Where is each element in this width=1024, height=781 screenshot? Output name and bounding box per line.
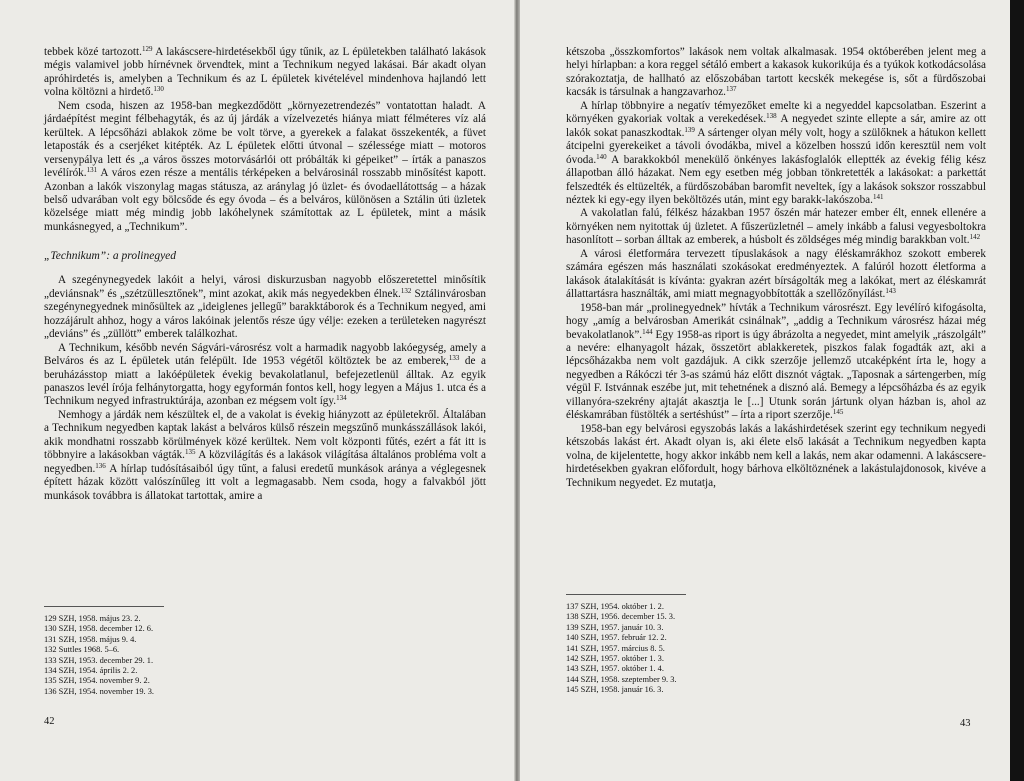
footnote-rule [566,594,686,595]
footnote: 143 SZH, 1957. október 1. 4. [566,664,664,674]
footnote: 133 SZH, 1953. december 29. 1. [44,655,154,665]
footnote: 135 SZH, 1954. november 9. 2. [44,676,150,686]
footnote: 131 SZH, 1958. május 9. 4. [44,634,137,644]
footnote: 138 SZH, 1956. december 15. 3. [566,612,676,622]
left-paragraph-2: Nem csoda, hiszen az 1958-ban megkezdődött „környezetrendezés” vontatottan haladt. A járdaépítést megint félbehagyták, és az új járdák a vízelvezetés hiánya miatt félméteres víz alá kerültek. A lépcsőházi ablakok zöme be volt törve, a gyerekek a falakat összekenték, a füvet letaposták és a cserjéket kitépték. Az L épületek előtti útvonal – szélessége miatt – motoros versenypálya lett és „a város összes motorvásárlói ott próbálták ki gépeiket” – írták a panaszos levélírók.$^{131}$ A város ezen része a mentális térképeken a belvárosinál rosszabb minősítést kapott. Azonban a lakók viszonylag magas státusza, az aránylag jó üzlet- és óvodaellátottság – a házak belső udvarában volt egy bölcsőde és egy óvoda – és a belváros, különösen a Sztálin úti üzletek közelsége miatt még mindig jobb lakóhelynek számítottak az L épületek, mint a másik munkásnegyed, a „Technikum”. [44,99,486,233]
page-number-right: 43 [960,718,971,729]
footnote: 140 SZH, 1957. február 12. 2. [566,633,667,643]
footnote: 137 SZH, 1954. október 1. 2. [566,602,664,611]
right-paragraph-5: 1958-ban már „prolinegyednek” hívták a Technikum városrészt. Egy levélíró kifogásolta, hogy „amíg a belvárosban Amerikát csinálnak”, „addig a Technikum városrész házai még bevakolatlanok”.$^{144}$ Egy 1958-as riport is úgy ábrázolta a negyedet, mint amelyik „rászolgált” a nevére: elhanyagolt házak, összetört ablakkeretek, piszkos falak fogadták azt, aki a lépcsőházakba nem volt gazdájuk. A cikk szerzője jellemző utcaképként írta le, hogy a negyedben a Rákóczi tér 3-as számú ház előtt disznót vágtak. „Taposnak a sártengerben, míg végül F. Istvánnak eszébe jut, mit tehetnének a disznó alá. Bemegy a lépcsőházba és az egyik villanyóra-szekrény ajtaját akasztja le [...] Utunk során jártunk olyan házban is, ahol az éléskamrában füstölték a sertéshúst” – írta a riport szerzője.$^{145}$ [566,301,986,422]
right-paragraph-1: kétszoba „összkomfortos” lakások nem voltak alkalmasak. 1954 októberében jelent meg a helyi hírlapban: a kora reggel sétáló embert a kakasok kukorikúja és a tyúkok kotkodácsolása szórakoztatja, de hallható az előszobában tartott kecskék mekegése is, sőt a fürdőszobai kacsák is társulnak a hangzavarhoz.$^{137}$ [566,46,986,99]
right-paragraph-6: 1958-ban egy belvárosi egyszobás lakás a lakáshirdetések szerint egy technikum negyedi kétszobás lakást ért. Akadt olyan is, aki élete első lakását a Technikum negyedben kapta volna, de kijelentette, hogy akkor inkább nem kell a lakás, nem akar odamenni. A lakáscsere-hirdetésekben gyakran előfordult, hogy bárhova elköltöznének a lakástulajdonosok, kivéve a Technikum negyedet. Ez mutatja, [566,422,986,489]
footnote: 145 SZH, 1958. január 16. 3. [566,685,664,695]
footnote: 132 Suttles 1968. 5–6. [44,645,120,655]
left-body-text [44,46,486,503]
footnote: 144 SZH, 1958. szeptember 9. 3. [566,674,677,684]
footnote: 139 SZH, 1957. január 10. 3. [566,622,664,632]
left-paragraph-3: A szegénynegyedek lakóit a helyi, városi diskurzusban nagyobb előszeretettel minősítik „deviánsnak” és „szétzüllesztőnek”, mint azokat, akik más negyedekben élnek.$^{132}$ Sztálinvárosban szegénynegyednek minősültek az „ideiglenes jellegű” barakktáborok és a Technikum negyed, ami hozzájárult ahhoz, hogy a város lakóinak jelentős része úgy vélje: ezeken a területeken nagyrészt „deviáns” és „züllött” emberek találkozhat. [44,274,486,341]
left-paragraph-4: A Technikum, később nevén Ságvári-városrész volt a harmadik nagyobb lakóegység, amely a Belváros és az L épületek után felépült. Ide 1953 végétől költöztek be az emberek,$^{133}$ de a beruházásstop miatt a lakóépületek évekig bevakolatlanul, befejezetlenül álltak. Az egyik panaszos levél írója felhánytorgatta, hogy egyformán fontos kell, hogy legyen a Május 1. utca és a Technikum negyed infrastruktúrája, azonban ez mégsem volt így.$^{134}$ [44,341,487,408]
footnote: 142 SZH, 1957. október 1. 3. [566,654,664,664]
right-paragraph-2: A hírlap többnyire a negatív témyezőket emelte ki a negyeddel kapcsolatban. Eszerint a környéken gyakoriak voltak a verekedések.$^{138}$ A negyedet szinte ellepte a sár, amire az ott lakók sokat panaszkodtak.$^{139}$ A sártenger olyan mély volt, hogy a szülőknek a hátukon kellett átcipelni gyerekeiket a távoli óvodákba, mivel a közelben hosszú időn keresztül nem volt óvoda.$^{140}$ A barakkokból menekülő önkényes lakásfoglalók elleptték az évekig félig kész állapotban álló házakat. Nem egy esetben még jobban tönkretették a lakásokat: a parkettát felszedték és eltüzelték, a fürdőszobában baromfit neveltek, így a lakások sokszor rosszabbul néztek ki egy-egy ilyen beköltözés után, mint egy barakk-lakószoba.$^{141}$ [566,99,986,206]
right-footnotes [566,594,866,696]
footnote: 129 SZH, 1958. május 23. 2. [44,614,141,623]
right-page [520,0,1010,781]
scan-edge [1010,0,1024,781]
left-paragraph-5: Nemhogy a járdák nem készültek el, de a vakolat is évekig hiányzott az épületekről. Általában a Technikum negyedben kaptak lakást a belváros külső részein megszűnő munkásszállások lakói, akik mondhatni rosszabb körülmények közé kerültek. Nem volt központi fűtés, ezért a fát itt is többnyire a lakásokban vágták.$^{135}$ A közvilágítás és a lakások világítása általános probléma volt a negyedben.$^{136}$ A hírlap tudósításaiból úgy tűnt, a falusi eredetű munkások aránya a véglegesnek épített házak között valószínűleg itt volt a legmagasabb. Nem csoda, hogy a falvakból jött munkások továbbra is állatokat tartottak, amire a [44,408,486,502]
right-body-text [566,46,986,490]
footnote: 134 SZH, 1954. április 2. 2. [44,666,138,676]
left-paragraph-1: tebbek közé tartozott.$^{129}$ A lakáscsere-hirdetésekből úgy tűnik, az L épületekben található lakások mégis valamivel jobb hírnévnek örvendtek, mint a Technikum negyed lakásai. Bár akadt olyan apróhirdetés is, amelyben a Technikum és az L épületek kivételével mindenhova hajlandó lett volna költözni a hirdető.$^{130}$ [44,45,487,99]
footnote: 130 SZH, 1958. december 12. 6. [44,624,154,634]
page-number-left: 42 [44,716,55,727]
footnote-rule [44,606,164,607]
footnote: 136 SZH, 1954. november 19. 3. [44,686,155,696]
footnote: 141 SZH, 1957. március 8. 5. [566,643,665,653]
right-paragraph-4: A városi életformára tervezett típuslakások a nagy éléskamrákhoz szokott emberek számára egészen más használati szokásokat eredményeztek. A falúról hozott életforma a lakások átalakítását is kívánta: gyakran azért bírságolták meg a lakókat, mert az éléskamrát állattartásra használták, ami miatt megnagyobbították a szellőzőnyílást.$^{143}$ [566,247,986,301]
left-footnotes [44,606,344,697]
right-paragraph-3: A vakolatlan falú, félkész házakban 1957 őszén már hatezer ember élt, ennek ellenére a környéken nem nyitottak új üzletet. A fűszerüzletnél – amely inkább a falusi vegyesboltokra hasonlított – sorban álltak az emberek, a húsbolt és zöldséges még mindig barakkban volt.$^{142}$ [566,207,986,247]
section-heading: „Technikum”: a prolinegyed [44,250,177,263]
